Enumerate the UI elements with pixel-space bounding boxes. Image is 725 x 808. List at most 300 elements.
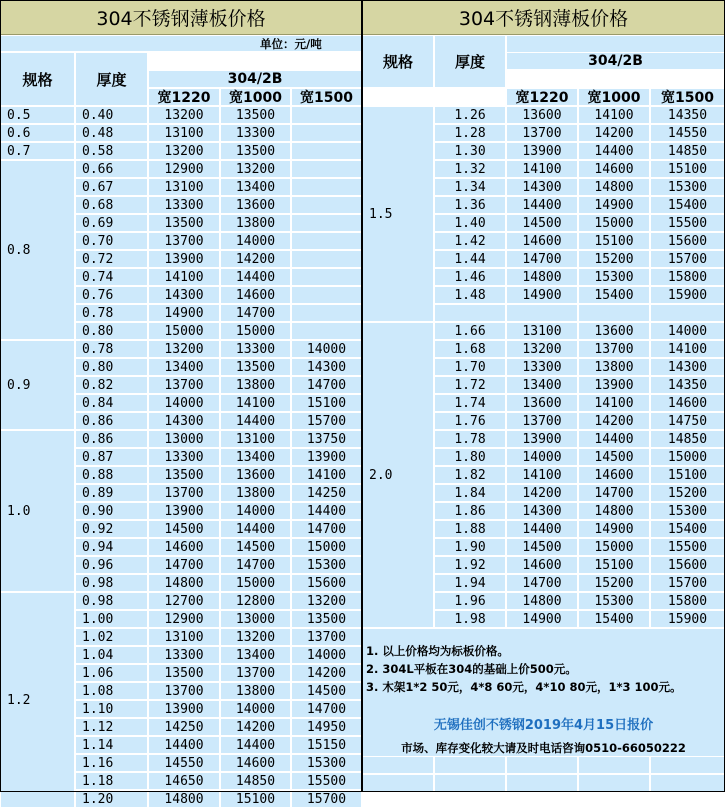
left-price-w1220: 13300	[148, 646, 220, 664]
right-price-w1000: 15400	[578, 286, 650, 304]
left-price-w1000: 14700	[220, 304, 291, 322]
left-price-w1220: 14300	[148, 286, 220, 304]
left-price-w1000: 14400	[220, 520, 291, 538]
left-thickness-cell: 1.06	[75, 664, 148, 682]
right-price-w1500: 14750	[650, 412, 725, 430]
left-price-w1220: 14600	[148, 538, 220, 556]
right-price-w1500: 15600	[650, 232, 725, 250]
left-price-w1220: 12900	[148, 610, 220, 628]
contact-line: 市场、库存变化较大请及时电话咨询0510-66050222	[401, 741, 686, 755]
right-thickness-cell: 1.26	[434, 106, 506, 124]
left-price-w1000: 14600	[220, 286, 291, 304]
right-empty-cell	[650, 774, 725, 792]
left-thickness-cell: 0.92	[75, 520, 148, 538]
left-price-w1500: 14700	[291, 700, 362, 718]
right-empty-cell	[434, 774, 506, 792]
right-empty-cell	[362, 756, 434, 774]
left-spec-cell: 0.9	[0, 340, 75, 430]
left-thickness-cell: 0.78	[75, 340, 148, 358]
left-price-w1000: 14850	[220, 772, 291, 790]
left-price-w1220: 13700	[148, 682, 220, 700]
right-price-w1500: 15300	[650, 178, 725, 196]
left-price-w1500: 14300	[291, 358, 362, 376]
left-price-w1220: 14500	[148, 520, 220, 538]
right-price-w1000: 14600	[578, 160, 650, 178]
right-price-w1000: 14600	[578, 466, 650, 484]
right-price-w1220: 14900	[506, 286, 578, 304]
left-price-w1220: 14650	[148, 772, 220, 790]
left-thickness-cell: 0.84	[75, 394, 148, 412]
table-divider	[361, 0, 363, 792]
left-price-w1000: 15000	[220, 322, 291, 340]
left-thickness-cell: 0.88	[75, 466, 148, 484]
right-thickness-cell: 1.66	[434, 322, 506, 340]
left-price-w1500: 13500	[291, 610, 362, 628]
left-thickness-cell: 1.00	[75, 610, 148, 628]
left-price-w1000: 12800	[220, 592, 291, 610]
left-price-w1220: 14800	[148, 574, 220, 592]
left-price-w1220: 13300	[148, 196, 220, 214]
left-thickness-cell: 1.20	[75, 790, 148, 808]
left-header-w1000: 宽1000	[220, 88, 291, 106]
right-thickness-cell: 1.76	[434, 412, 506, 430]
left-spec-cell: 1.2	[0, 592, 75, 808]
left-thickness-cell: 1.08	[75, 682, 148, 700]
left-header-w1500: 宽1500	[291, 88, 362, 106]
right-price-w1500: 14850	[650, 142, 725, 160]
left-thickness-cell: 0.48	[75, 124, 148, 142]
left-price-w1000: 13400	[220, 448, 291, 466]
left-price-w1000: 13600	[220, 196, 291, 214]
left-thickness-cell: 1.10	[75, 700, 148, 718]
left-spec-cell: 0.6	[0, 124, 75, 142]
left-price-w1220: 13700	[148, 484, 220, 502]
left-price-w1500	[291, 142, 362, 160]
right-thickness-cell: 1.94	[434, 574, 506, 592]
right-empty-cell	[434, 756, 506, 774]
right-price-w1220: 14600	[506, 232, 578, 250]
left-price-w1000: 13300	[220, 124, 291, 142]
left-price-w1500: 15300	[291, 754, 362, 772]
right-thickness-cell: 1.32	[434, 160, 506, 178]
right-price-w1000: 15100	[578, 556, 650, 574]
left-price-w1500	[291, 304, 362, 322]
left-thickness-cell: 1.02	[75, 628, 148, 646]
left-thickness-cell: 0.82	[75, 376, 148, 394]
left-price-w1220: 13100	[148, 178, 220, 196]
right-note-line: 2. 304L平板在304的基础上价500元。	[366, 662, 577, 676]
right-price-w1500: 15100	[650, 160, 725, 178]
left-thickness-cell: 0.76	[75, 286, 148, 304]
left-price-w1500: 15300	[291, 556, 362, 574]
left-price-w1220: 14700	[148, 556, 220, 574]
right-price-w1000: 15000	[578, 214, 650, 232]
right-price-w1000: 15200	[578, 250, 650, 268]
left-thickness-cell: 1.04	[75, 646, 148, 664]
left-thickness-cell: 0.98	[75, 592, 148, 610]
left-price-w1220: 13900	[148, 700, 220, 718]
left-thickness-cell: 0.87	[75, 448, 148, 466]
left-price-w1000: 13100	[220, 430, 291, 448]
left-price-w1500	[291, 124, 362, 142]
left-price-w1500	[291, 322, 362, 340]
left-price-w1000: 14200	[220, 250, 291, 268]
left-price-w1500	[291, 250, 362, 268]
left-price-w1000: 13800	[220, 214, 291, 232]
left-price-w1500	[291, 178, 362, 196]
left-price-w1500: 15600	[291, 574, 362, 592]
left-price-w1500: 15500	[291, 772, 362, 790]
right-price-w1500: 15500	[650, 538, 725, 556]
right-price-w1220: 13700	[506, 412, 578, 430]
left-thickness-cell: 0.89	[75, 484, 148, 502]
left-thickness-cell: 0.80	[75, 322, 148, 340]
left-price-w1220: 14400	[148, 736, 220, 754]
left-thickness-cell: 0.66	[75, 160, 148, 178]
left-price-w1220: 14250	[148, 718, 220, 736]
left-thickness-cell: 0.90	[75, 502, 148, 520]
right-price-w1000: 13800	[578, 358, 650, 376]
left-price-w1220: 13700	[148, 376, 220, 394]
left-price-w1220: 13300	[148, 448, 220, 466]
left-header-w1220: 宽1220	[148, 88, 220, 106]
left-price-w1000: 13000	[220, 610, 291, 628]
right-price-w1220: 14500	[506, 214, 578, 232]
right-price-w1220: 14500	[506, 538, 578, 556]
right-price-w1220: 14300	[506, 178, 578, 196]
right-header-spec: 规格	[362, 35, 434, 88]
right-price-w1500: 15900	[650, 610, 725, 628]
right-price-w1000: 15200	[578, 574, 650, 592]
left-thickness-cell: 0.58	[75, 142, 148, 160]
left-price-w1220: 14550	[148, 754, 220, 772]
right-note-line: 3. 木架1*2 50元，4*8 60元，4*10 80元，1*3 100元。	[366, 680, 682, 694]
right-thickness-cell: 1.48	[434, 286, 506, 304]
left-thickness-cell: 0.69	[75, 214, 148, 232]
left-price-w1220: 13900	[148, 502, 220, 520]
left-price-w1500: 13750	[291, 430, 362, 448]
right-price-w1500: 15500	[650, 214, 725, 232]
left-price-w1220: 13200	[148, 106, 220, 124]
right-price-w1500: 14550	[650, 124, 725, 142]
right-price-w1500: 14850	[650, 430, 725, 448]
left-price-w1220: 13000	[148, 430, 220, 448]
left-price-w1220: 13100	[148, 628, 220, 646]
right-thickness-cell: 1.74	[434, 394, 506, 412]
left-unit-label: 单位：元/吨	[260, 36, 322, 51]
right-price-w1500: 15300	[650, 502, 725, 520]
right-price-w1000: 15300	[578, 592, 650, 610]
left-price-w1000: 15100	[220, 790, 291, 808]
left-price-w1500: 15700	[291, 412, 362, 430]
right-thickness-cell: 1.44	[434, 250, 506, 268]
left-thickness-cell: 0.78	[75, 304, 148, 322]
right-empty-cell	[578, 774, 650, 792]
left-price-w1220: 14000	[148, 394, 220, 412]
left-thickness-cell: 1.18	[75, 772, 148, 790]
left-price-w1000: 14500	[220, 538, 291, 556]
right-header-w1000: 宽1000	[578, 88, 650, 106]
right-price-w1000: 14400	[578, 430, 650, 448]
right-thickness-cell: 1.92	[434, 556, 506, 574]
right-price-w1500: 14300	[650, 358, 725, 376]
right-thickness-cell: 1.96	[434, 592, 506, 610]
right-thickness-cell	[434, 304, 506, 322]
right-price-w1500: 15900	[650, 286, 725, 304]
left-price-w1000: 13400	[220, 646, 291, 664]
left-price-w1000: 13800	[220, 682, 291, 700]
left-price-w1500	[291, 214, 362, 232]
left-price-w1500: 14250	[291, 484, 362, 502]
left-price-w1500: 14950	[291, 718, 362, 736]
right-price-w1220: 13900	[506, 430, 578, 448]
left-price-w1000: 13700	[220, 664, 291, 682]
right-price-w1220: 13700	[506, 124, 578, 142]
right-header-thickness: 厚度	[434, 35, 506, 88]
left-price-w1000: 13300	[220, 340, 291, 358]
left-header-thickness: 厚度	[75, 52, 148, 106]
left-price-w1500	[291, 232, 362, 250]
right-price-w1220: 14200	[506, 484, 578, 502]
right-price-w1500: 15700	[650, 250, 725, 268]
left-price-w1500: 14200	[291, 664, 362, 682]
right-empty-cell	[506, 756, 578, 774]
right-price-w1220: 14800	[506, 592, 578, 610]
left-price-w1000: 14400	[220, 736, 291, 754]
left-price-w1000: 14000	[220, 700, 291, 718]
right-price-w1500: 14350	[650, 376, 725, 394]
right-price-w1500: 15400	[650, 520, 725, 538]
left-price-w1500	[291, 286, 362, 304]
left-thickness-cell: 1.16	[75, 754, 148, 772]
left-price-w1220: 14900	[148, 304, 220, 322]
left-thickness-cell: 0.70	[75, 232, 148, 250]
left-price-w1000: 14000	[220, 232, 291, 250]
right-price-w1220: 13600	[506, 106, 578, 124]
right-price-w1220: 14100	[506, 160, 578, 178]
left-price-w1000: 14600	[220, 754, 291, 772]
right-price-w1000: 15000	[578, 538, 650, 556]
left-price-w1500: 14700	[291, 376, 362, 394]
left-thickness-cell: 0.96	[75, 556, 148, 574]
right-price-w1000: 13600	[578, 322, 650, 340]
right-header-grade: 304/2B	[506, 52, 725, 70]
right-price-w1000: 15100	[578, 232, 650, 250]
left-price-w1500: 13700	[291, 628, 362, 646]
right-empty-cell	[362, 774, 434, 792]
left-price-w1220: 14100	[148, 268, 220, 286]
left-title: 304不锈钢薄板价格	[0, 0, 362, 35]
left-price-w1220: 12900	[148, 160, 220, 178]
left-thickness-cell: 0.67	[75, 178, 148, 196]
right-thickness-cell: 1.98	[434, 610, 506, 628]
left-price-w1220: 15000	[148, 322, 220, 340]
right-thickness-cell: 1.30	[434, 142, 506, 160]
left-price-w1220: 13400	[148, 358, 220, 376]
right-price-w1000: 14200	[578, 124, 650, 142]
left-price-w1000: 13500	[220, 106, 291, 124]
left-price-w1000: 14400	[220, 412, 291, 430]
left-price-w1220: 12700	[148, 592, 220, 610]
left-price-w1000: 14100	[220, 394, 291, 412]
right-price-w1220: 14700	[506, 574, 578, 592]
right-note-line: 1. 以上价格均为标板价格。	[366, 644, 509, 658]
left-price-w1000: 14700	[220, 556, 291, 574]
left-price-w1000: 13800	[220, 484, 291, 502]
right-thickness-cell: 1.34	[434, 178, 506, 196]
left-thickness-cell: 0.94	[75, 538, 148, 556]
right-price-w1220: 14600	[506, 556, 578, 574]
right-title: 304不锈钢薄板价格	[362, 0, 725, 35]
left-thickness-cell: 1.14	[75, 736, 148, 754]
right-price-w1000: 14400	[578, 142, 650, 160]
right-price-w1220: 14400	[506, 520, 578, 538]
right-price-w1000: 13900	[578, 376, 650, 394]
right-price-w1500: 15200	[650, 484, 725, 502]
right-price-w1500: 14600	[650, 394, 725, 412]
left-price-w1220: 13500	[148, 664, 220, 682]
company-quote-line: 无锡佳创不锈钢2019年4月15日报价	[433, 717, 654, 733]
left-price-w1000: 14200	[220, 718, 291, 736]
right-price-w1220: 13900	[506, 142, 578, 160]
left-price-w1000: 13800	[220, 376, 291, 394]
left-price-w1500: 14700	[291, 520, 362, 538]
left-thickness-cell: 0.68	[75, 196, 148, 214]
right-price-w1000: 14900	[578, 196, 650, 214]
right-price-w1000: 14900	[578, 520, 650, 538]
left-price-w1000: 14000	[220, 502, 291, 520]
right-price-w1500: 15700	[650, 574, 725, 592]
left-thickness-cell: 0.86	[75, 412, 148, 430]
left-price-w1500: 15150	[291, 736, 362, 754]
right-thickness-cell: 1.84	[434, 484, 506, 502]
left-price-w1220: 14800	[148, 790, 220, 808]
right-thickness-cell: 1.40	[434, 214, 506, 232]
right-thickness-cell: 1.86	[434, 502, 506, 520]
right-price-w1000	[578, 304, 650, 322]
left-price-w1000: 13200	[220, 160, 291, 178]
left-spec-cell: 0.8	[0, 160, 75, 340]
right-thickness-cell: 1.90	[434, 538, 506, 556]
left-price-w1500: 15100	[291, 394, 362, 412]
right-price-w1500: 14350	[650, 106, 725, 124]
right-header-w1220: 宽1220	[506, 88, 578, 106]
left-price-w1500: 14400	[291, 502, 362, 520]
right-price-w1220: 13600	[506, 394, 578, 412]
left-header-spec: 规格	[0, 52, 75, 106]
right-thickness-cell: 1.82	[434, 466, 506, 484]
right-spec-cell: 2.0	[362, 322, 434, 628]
right-price-w1220: 13400	[506, 376, 578, 394]
left-price-w1220: 13900	[148, 250, 220, 268]
right-price-w1000: 14100	[578, 394, 650, 412]
left-price-w1500: 15000	[291, 538, 362, 556]
left-price-w1000: 15000	[220, 574, 291, 592]
right-price-w1000: 14200	[578, 412, 650, 430]
right-thickness-cell: 1.80	[434, 448, 506, 466]
left-price-w1220: 13500	[148, 214, 220, 232]
left-thickness-cell: 0.40	[75, 106, 148, 124]
right-price-w1220: 14800	[506, 268, 578, 286]
right-thickness-cell: 1.28	[434, 124, 506, 142]
left-price-w1500: 14500	[291, 682, 362, 700]
right-price-w1000: 13700	[578, 340, 650, 358]
left-price-w1000: 13200	[220, 628, 291, 646]
left-price-w1000: 13600	[220, 466, 291, 484]
right-price-w1000: 15400	[578, 610, 650, 628]
left-price-w1220: 13200	[148, 340, 220, 358]
right-thickness-cell: 1.70	[434, 358, 506, 376]
left-price-w1220: 14300	[148, 412, 220, 430]
right-price-w1220: 14900	[506, 610, 578, 628]
right-empty-cell	[578, 756, 650, 774]
left-price-w1500	[291, 160, 362, 178]
right-price-w1220: 14300	[506, 502, 578, 520]
right-header-blank	[506, 35, 725, 53]
right-thickness-cell: 1.42	[434, 232, 506, 250]
left-thickness-cell: 1.12	[75, 718, 148, 736]
left-price-w1500: 14000	[291, 646, 362, 664]
left-thickness-cell: 0.80	[75, 358, 148, 376]
right-empty-cell	[650, 756, 725, 774]
left-price-w1220: 13100	[148, 124, 220, 142]
right-price-w1220: 14400	[506, 196, 578, 214]
left-price-w1220: 13500	[148, 466, 220, 484]
left-thickness-cell: 0.72	[75, 250, 148, 268]
left-thickness-cell: 0.98	[75, 574, 148, 592]
left-price-w1000: 13500	[220, 142, 291, 160]
right-price-w1220: 13200	[506, 340, 578, 358]
right-empty-cell	[506, 774, 578, 792]
right-price-w1220: 13300	[506, 358, 578, 376]
left-spec-cell: 1.0	[0, 430, 75, 592]
left-price-w1500: 14100	[291, 466, 362, 484]
right-thickness-cell: 1.72	[434, 376, 506, 394]
left-header-grade: 304/2B	[148, 70, 362, 88]
left-thickness-cell: 0.86	[75, 430, 148, 448]
right-price-w1220: 14700	[506, 250, 578, 268]
left-price-w1500: 13200	[291, 592, 362, 610]
right-price-w1000: 14100	[578, 106, 650, 124]
right-price-w1500: 15000	[650, 448, 725, 466]
left-spec-cell: 0.5	[0, 106, 75, 124]
left-price-w1500: 14000	[291, 340, 362, 358]
right-price-w1000: 14500	[578, 448, 650, 466]
left-price-w1500	[291, 106, 362, 124]
right-price-w1000: 14700	[578, 484, 650, 502]
right-price-w1500: 14000	[650, 322, 725, 340]
right-thickness-cell: 1.36	[434, 196, 506, 214]
right-price-w1500: 15800	[650, 268, 725, 286]
right-thickness-cell: 1.68	[434, 340, 506, 358]
right-price-w1220	[506, 304, 578, 322]
right-thickness-cell: 1.88	[434, 520, 506, 538]
left-price-w1000: 13400	[220, 178, 291, 196]
right-spec-cell: 1.5	[362, 106, 434, 322]
right-price-w1500: 15100	[650, 466, 725, 484]
right-thickness-cell: 1.78	[434, 430, 506, 448]
right-price-w1000: 14800	[578, 178, 650, 196]
left-price-w1220: 13700	[148, 232, 220, 250]
right-price-w1500	[650, 304, 725, 322]
right-price-w1220: 14100	[506, 466, 578, 484]
right-price-w1220: 14000	[506, 448, 578, 466]
left-price-w1220: 13200	[148, 142, 220, 160]
left-price-w1500: 15700	[291, 790, 362, 808]
right-price-w1500: 15600	[650, 556, 725, 574]
left-spec-cell: 0.7	[0, 142, 75, 160]
right-header-w1500: 宽1500	[650, 88, 725, 106]
